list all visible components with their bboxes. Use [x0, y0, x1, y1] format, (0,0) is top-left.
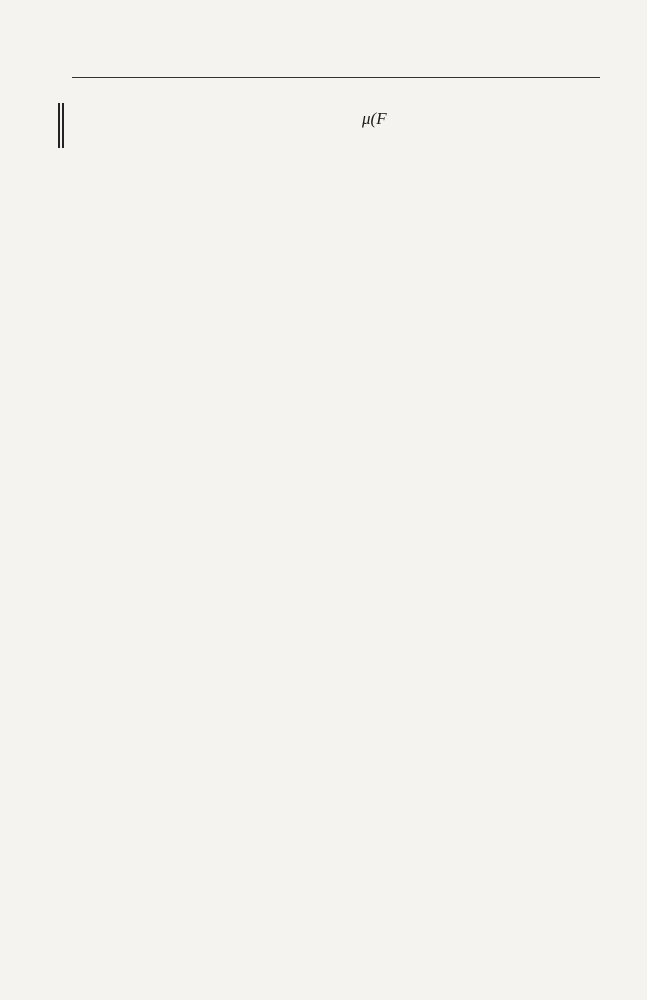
text-line	[72, 324, 600, 348]
text-line	[72, 462, 600, 486]
text-line	[72, 866, 600, 890]
sequence-formula	[72, 402, 600, 426]
text-line	[72, 734, 600, 758]
text-line	[88, 922, 600, 946]
inequality-formula	[72, 893, 600, 917]
text-line	[88, 486, 600, 510]
text-line	[72, 440, 600, 464]
text-line	[72, 844, 600, 868]
text-line	[72, 212, 600, 236]
margin-bar-2	[62, 103, 64, 148]
text-line	[72, 530, 600, 554]
text-line	[72, 552, 600, 576]
margin-bar	[58, 103, 60, 148]
text-line	[88, 690, 600, 714]
text-line	[72, 508, 600, 532]
sum-symbol	[325, 92, 359, 152]
text-line	[88, 280, 600, 304]
text-line	[72, 145, 600, 169]
text-line	[72, 822, 600, 846]
text-line	[72, 944, 600, 968]
text-line	[72, 598, 600, 622]
text-line	[72, 620, 600, 644]
text-line	[72, 256, 600, 280]
text-line	[88, 576, 600, 600]
text-line	[72, 346, 600, 370]
text-line	[72, 666, 600, 690]
text-line	[88, 168, 600, 192]
text-line	[72, 712, 600, 736]
text-line	[72, 368, 600, 392]
text-line	[72, 302, 600, 326]
text-line	[72, 966, 600, 990]
text-line	[72, 234, 600, 258]
text-line	[72, 190, 600, 214]
text-line	[72, 800, 600, 824]
text-line	[88, 644, 600, 668]
text-line	[72, 778, 600, 802]
running-header	[72, 49, 600, 78]
formula-top-mu-fi: μ(F	[362, 109, 387, 128]
text-line	[72, 756, 600, 780]
